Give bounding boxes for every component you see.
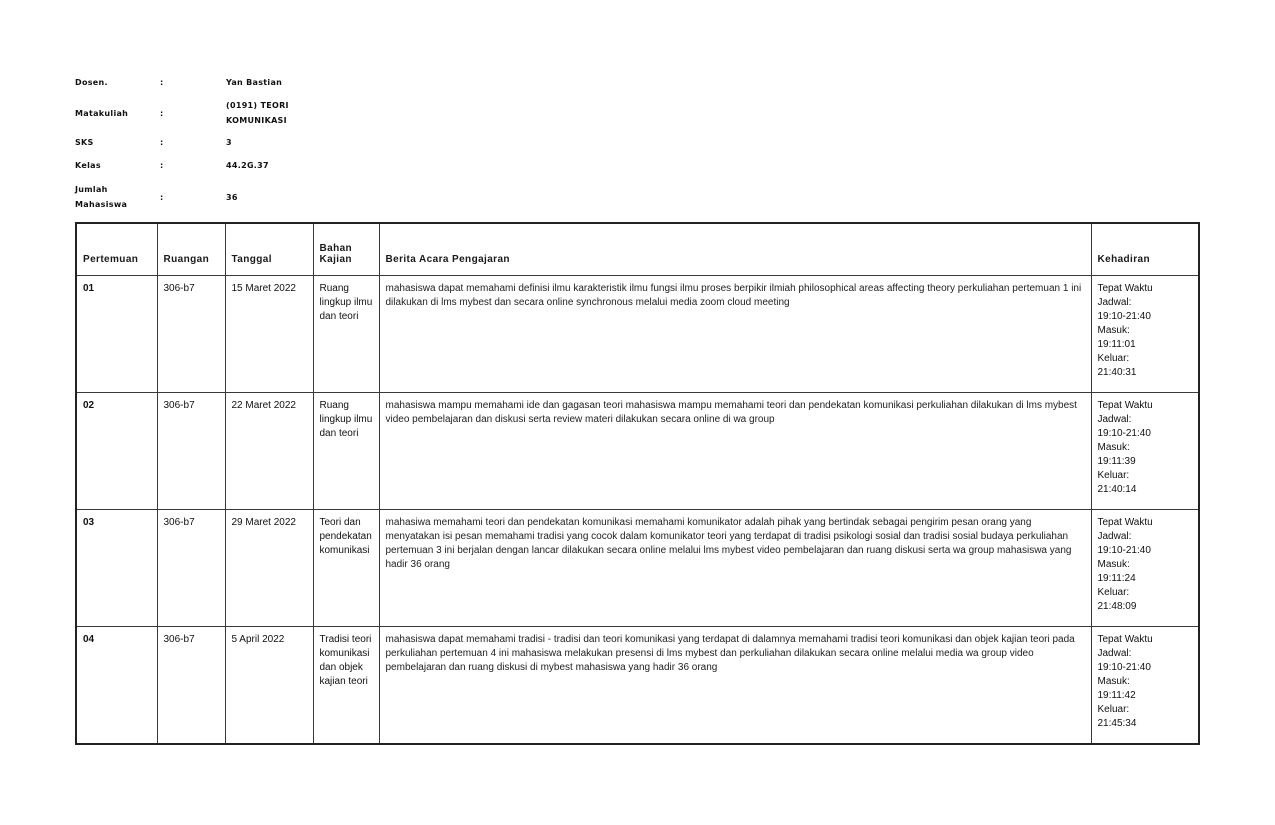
teaching-record-table: [75, 222, 1200, 745]
info-row-kelas: [75, 156, 395, 174]
schedule-label: Jadwal:: [1097, 648, 1132, 659]
header-ruangan: Ruangan: [157, 223, 225, 276]
table-row: [76, 393, 1199, 510]
schedule-label: Jadwal:: [1097, 297, 1132, 308]
cell-pertemuan: 01: [76, 276, 157, 393]
check-in-label: Masuk:: [1097, 676, 1130, 687]
info-label-dosen: Dosen.: [75, 77, 108, 87]
check-out-value: 21:48:09: [1097, 601, 1137, 612]
table-row: [76, 627, 1199, 745]
info-row-sks: [75, 133, 395, 151]
schedule-value: 19:10-21:40: [1097, 311, 1151, 322]
cell-kehadiran: [1091, 276, 1199, 393]
cell-bahan-kajian: Tradisi teori komunikasi dan objek kajian teori: [313, 627, 379, 745]
cell-berita-acara: mahasiwa memahami teori dan pendekatan komunikasi memahami komunikator adalah pihak yang bertindak sebagai pengirim pesan orang yang menyatakan isi pesan memahami tradisi yang cocok dalam komunikator teori yang terdapat di tradisi psikologi sosial dan tradisi sosial budaya perkuliahan pertemuan 3 ini berjalan dengan lancar dilakukan secara online melalui lms mybest video pembelajaran dan ruang diskusi serta wa group mahasiswa yang hadir 36 orang: [379, 510, 1091, 627]
header-tanggal: Tanggal: [225, 223, 313, 276]
cell-bahan-kajian: Ruang lingkup ilmu dan teori: [313, 393, 379, 510]
cell-ruangan: 306-b7: [157, 510, 225, 627]
attendance-status: Tepat Waktu: [1097, 283, 1153, 294]
cell-berita-acara: mahasiswa dapat memahami tradisi - tradisi dan teori komunikasi yang terdapat di dalamnya memahami tradisi teori komunikasi dan objek kajian teori pada perkuliahan pertemuan 4 ini mahasiswa melakukan presensi di lms mybest dan perkuliahan dilakukan secara online melalui media wa group video pembelajaran dan ruang diskusi di mybest mahasiswa yang hadir 36 orang: [379, 627, 1091, 745]
info-value-dosen: Yan Bastian: [226, 77, 283, 87]
info-separator: :: [160, 108, 164, 118]
check-in-value: 19:11:39: [1097, 456, 1136, 467]
info-separator: :: [160, 192, 164, 202]
info-row-jumlah: [75, 182, 395, 212]
cell-pertemuan: 02: [76, 393, 157, 510]
cell-ruangan: 306-b7: [157, 627, 225, 745]
schedule-value: 19:10-21:40: [1097, 662, 1151, 673]
cell-ruangan: 306-b7: [157, 393, 225, 510]
info-separator: :: [160, 160, 164, 170]
check-in-value: 19:11:42: [1097, 690, 1136, 701]
check-out-value: 21:40:31: [1097, 367, 1137, 378]
schedule-label: Jadwal:: [1097, 414, 1132, 425]
cell-pertemuan: 03: [76, 510, 157, 627]
info-value-matakuliah: (0191) TEORI KOMUNIKASI: [226, 101, 289, 125]
header-pertemuan: Pertemuan: [76, 223, 157, 276]
cell-ruangan: 306-b7: [157, 276, 225, 393]
cell-pertemuan: 04: [76, 627, 157, 745]
info-value-kelas: 44.2G.37: [226, 160, 269, 170]
check-in-label: Masuk:: [1097, 325, 1130, 336]
cell-kehadiran: [1091, 627, 1199, 745]
table-header-row: [76, 223, 1199, 276]
info-row-matakuliah: [75, 97, 395, 129]
header-kehadiran: Kehadiran: [1091, 223, 1199, 276]
info-row-dosen: [75, 73, 395, 91]
cell-bahan-kajian: Teori dan pendekatan komunikasi: [313, 510, 379, 627]
schedule-label: Jadwal:: [1097, 531, 1132, 542]
schedule-value: 19:10-21:40: [1097, 545, 1151, 556]
cell-tanggal: 5 April 2022: [225, 627, 313, 745]
info-separator: :: [160, 77, 164, 87]
check-in-label: Masuk:: [1097, 559, 1130, 570]
info-label-jumlah: Jumlah Mahasiswa: [75, 185, 128, 209]
info-separator: :: [160, 137, 164, 147]
cell-kehadiran: [1091, 393, 1199, 510]
cell-kehadiran: [1091, 510, 1199, 627]
check-out-label: Keluar:: [1097, 470, 1130, 481]
table-row: [76, 276, 1199, 393]
check-out-value: 21:45:34: [1097, 718, 1137, 729]
attendance-status: Tepat Waktu: [1097, 634, 1153, 645]
info-value-sks: 3: [226, 137, 232, 147]
info-label-matakuliah: Matakuliah: [75, 108, 129, 118]
check-out-label: Keluar:: [1097, 587, 1130, 598]
check-in-label: Masuk:: [1097, 442, 1130, 453]
info-label-kelas: Kelas: [75, 160, 101, 170]
cell-bahan-kajian: Ruang lingkup ilmu dan teori: [313, 276, 379, 393]
cell-tanggal: 22 Maret 2022: [225, 393, 313, 510]
table-row: [76, 510, 1199, 627]
cell-berita-acara: mahasiswa mampu memahami ide dan gagasan teori mahasiswa mampu memahami teori dan pendekatan komunikasi perkuliahan dilakukan di lms mybest video pembelajaran dan diskusi serta review materi dilakukan secara online di wa group: [379, 393, 1091, 510]
attendance-status: Tepat Waktu: [1097, 517, 1153, 528]
cell-tanggal: 15 Maret 2022: [225, 276, 313, 393]
header-bahan-kajian: Bahan Kajian: [313, 223, 379, 276]
info-label-sks: SKS: [75, 137, 94, 147]
info-value-jumlah: 36: [226, 192, 238, 202]
check-in-value: 19:11:01: [1097, 339, 1136, 350]
course-info: [75, 73, 395, 212]
attendance-status: Tepat Waktu: [1097, 400, 1153, 411]
check-in-value: 19:11:24: [1097, 573, 1136, 584]
check-out-label: Keluar:: [1097, 353, 1130, 364]
check-out-value: 21:40:14: [1097, 484, 1137, 495]
check-out-label: Keluar:: [1097, 704, 1130, 715]
schedule-value: 19:10-21:40: [1097, 428, 1151, 439]
header-berita-acara: Berita Acara Pengajaran: [379, 223, 1091, 276]
cell-tanggal: 29 Maret 2022: [225, 510, 313, 627]
cell-berita-acara: mahasiswa dapat memahami definisi ilmu karakteristik ilmu fungsi ilmu proses berpikir ilmiah philosophical areas affecting theory perkuliahan pertemuan 1 ini dilakukan di lms mybest dan secara online synchronous melalui media zoom cloud meeting: [379, 276, 1091, 393]
